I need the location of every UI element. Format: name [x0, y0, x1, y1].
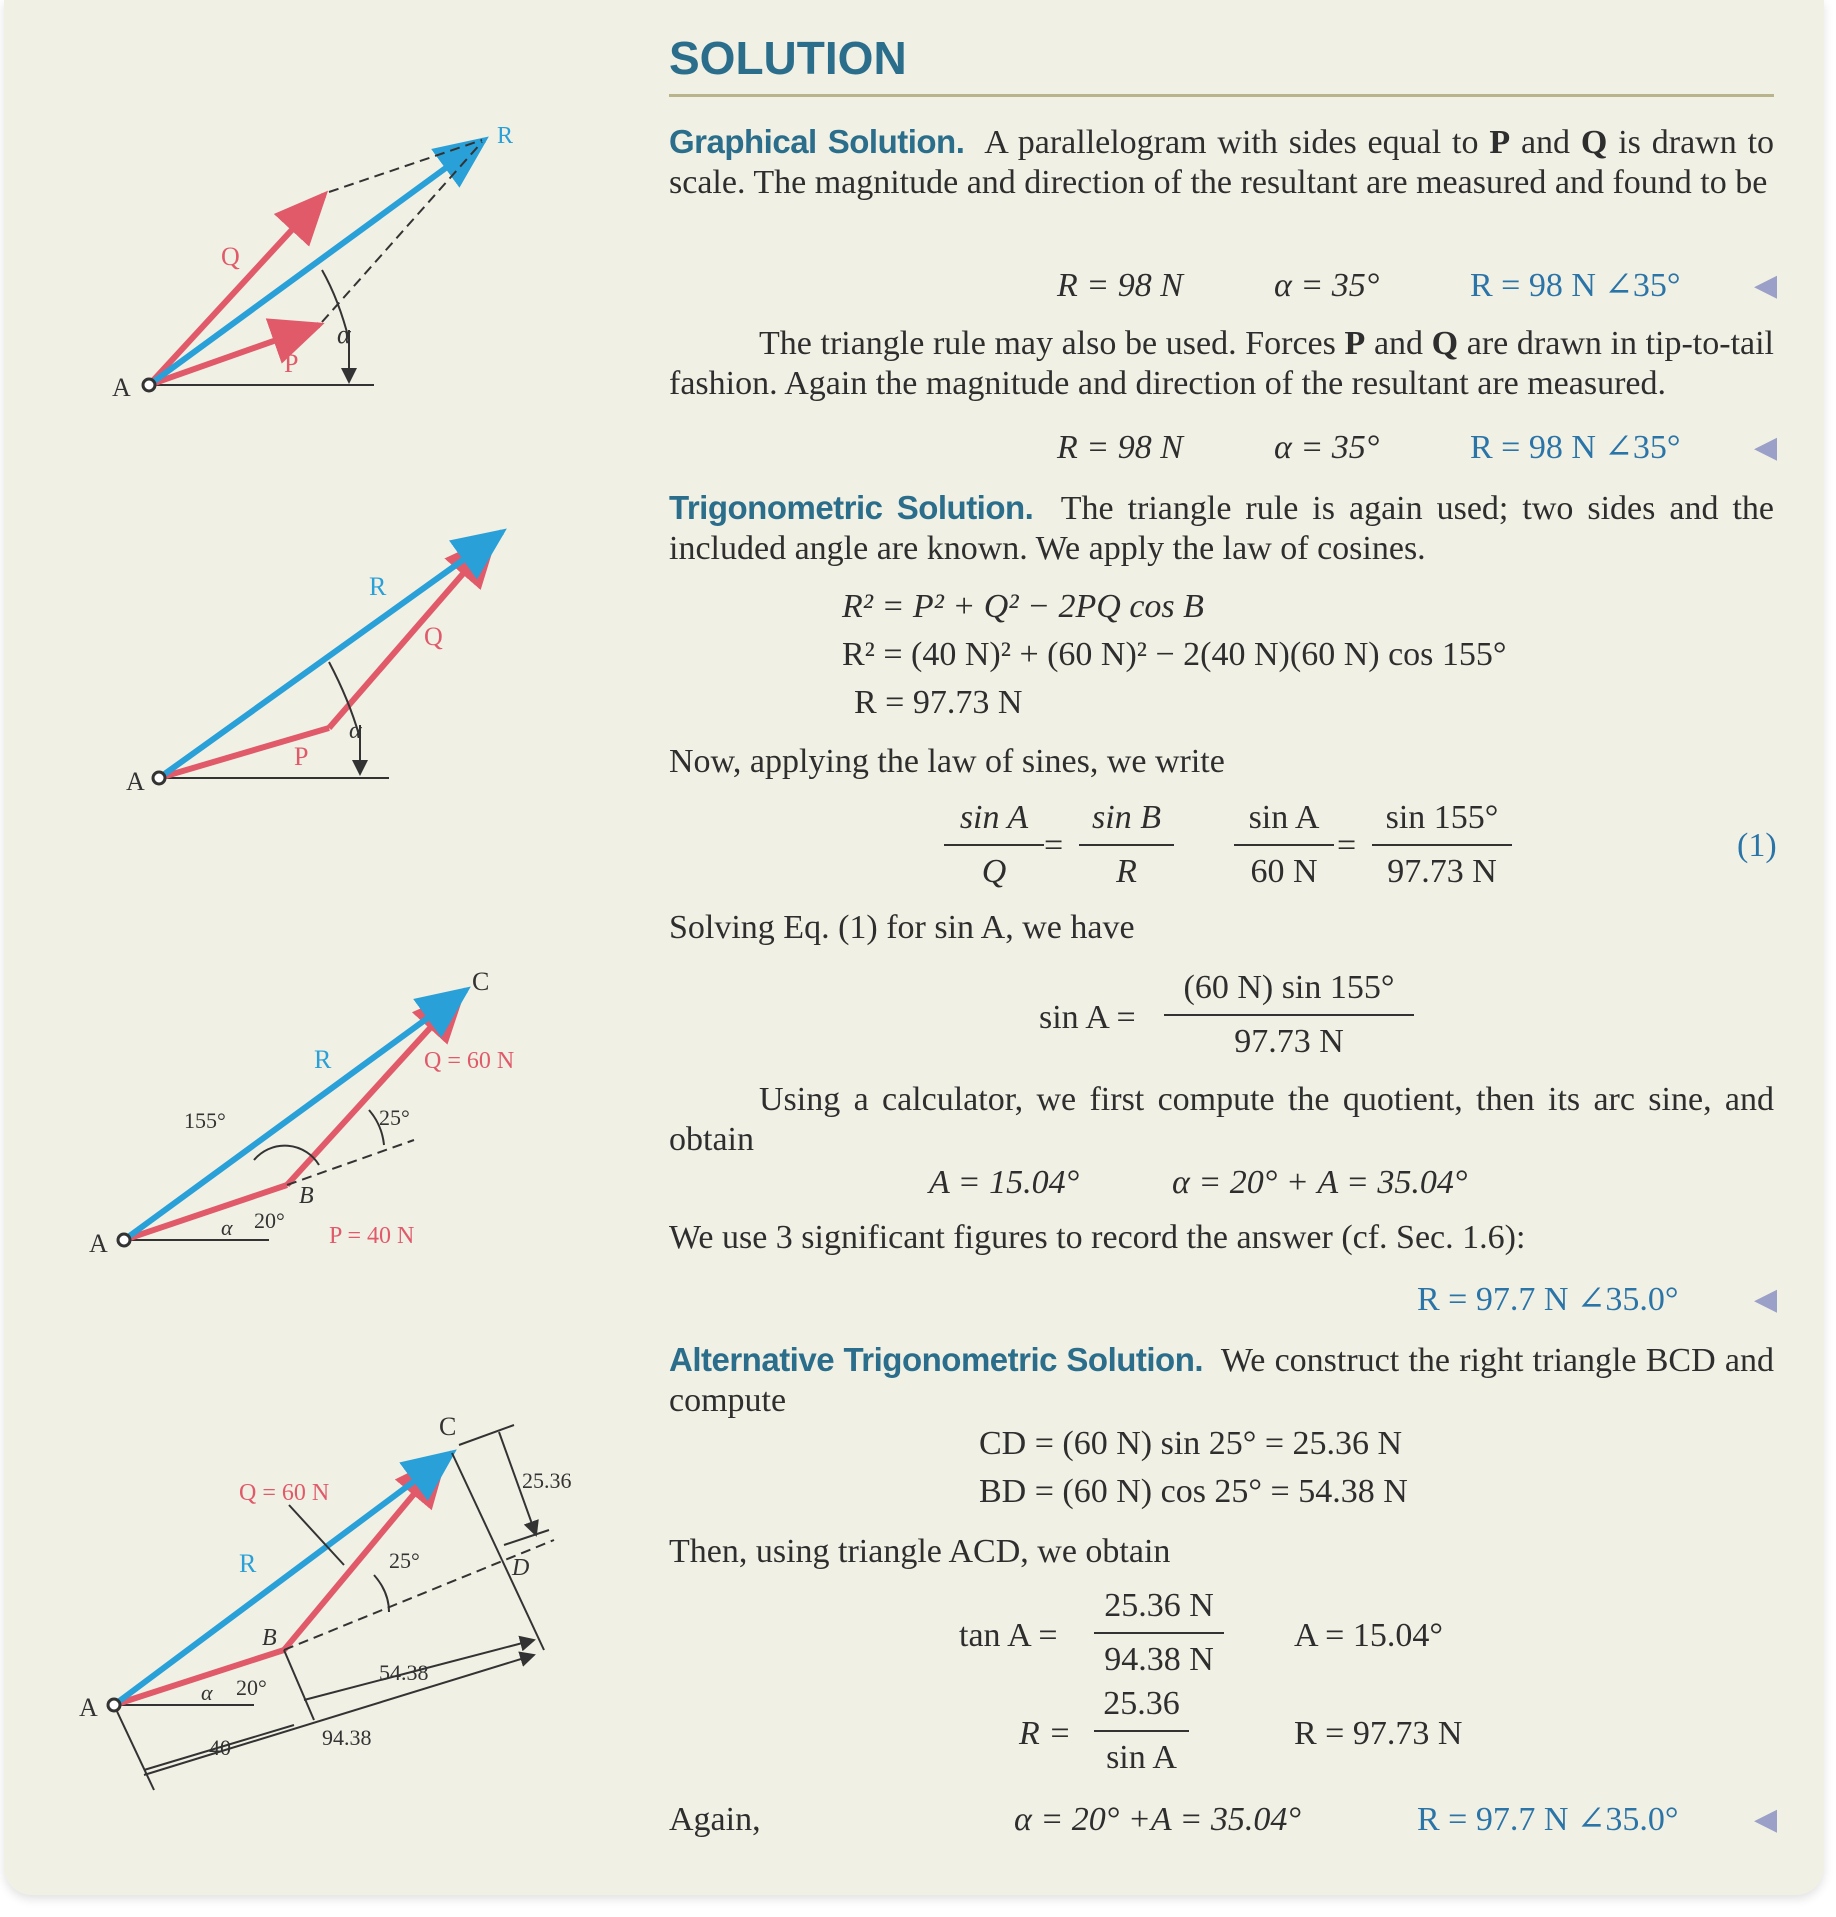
dim-2536: 25.36: [522, 1468, 572, 1493]
label-b4: B: [262, 1625, 277, 1651]
trig-paragraph: [669, 488, 1774, 569]
graphical-result-r: R = 98 N: [1057, 267, 1183, 304]
label-r3: R: [314, 1045, 332, 1074]
and-1: and: [1520, 124, 1571, 161]
alt-paragraph: [669, 1340, 1774, 1421]
tanA-label: tan A =: [959, 1617, 1058, 1654]
frac-sinA-60: $\frac{\text{sin A}}{60 N}$: [1234, 798, 1334, 892]
graphical-result2-alpha: α = 35°: [1274, 429, 1380, 466]
triangle-rule-paragraph: [669, 324, 1774, 404]
label-25-3: 25°: [379, 1105, 410, 1130]
cd-eq: CD = (60 N) sin 25° = 25.36 N: [979, 1425, 1403, 1462]
frac-sinA-Q: $\frac{\text{sin A}}{Q}$: [944, 798, 1044, 892]
alt-heading: Alternative Trigonometric Solution.: [669, 1341, 1204, 1378]
label-a2: A: [126, 767, 145, 796]
sines-intro: Now, applying the law of sines, we write: [669, 743, 1225, 780]
A-result: A = 15.04°: [929, 1164, 1080, 1201]
label-a4: A: [79, 1693, 98, 1722]
label-q2: Q: [424, 622, 443, 651]
alt-text: We construct the right triangle BCD and compute: [669, 1342, 1774, 1419]
solve-intro: Solving Eq. (1) for sin A, we have: [669, 909, 1135, 946]
triangle-text-a: The triangle rule may also be used. Forces: [759, 325, 1336, 362]
label-p40-3: P = 40 N: [329, 1223, 415, 1249]
answer-marker-icon: ◀: [1754, 1803, 1778, 1836]
figure-parallelogram: [112, 123, 513, 402]
vector-r3: [124, 990, 466, 1240]
label-q60-3: Q = 60 N: [424, 1048, 515, 1074]
graphical-result-vector: R = 98 N ∠35°: [1470, 267, 1681, 304]
solution-page: [4, 0, 1824, 1895]
and-2: and: [1373, 325, 1424, 362]
label-q60-4: Q = 60 N: [239, 1480, 330, 1506]
solution-title: SOLUTION: [669, 32, 907, 84]
figure-law-of-sines: [89, 967, 514, 1258]
label-c4: C: [439, 1412, 457, 1441]
label-c3: C: [472, 967, 490, 996]
law-of-cosines-sub: R² = (40 N)² + (60 N)² − 2(40 N)(60 N) cos 155°: [842, 636, 1507, 673]
label-p2: P: [294, 742, 309, 771]
figure-right-triangle: [79, 1412, 572, 1790]
r-result: R = 97.73 N: [854, 684, 1023, 721]
frac-sinB-R: $\frac{\text{sin B}}{R}$: [1079, 798, 1174, 892]
label-r4: R: [239, 1549, 257, 1578]
bd-eq: BD = (60 N) cos 25° = 54.38 N: [979, 1473, 1408, 1510]
graphical-text-1: A parallelogram with sides equal to: [984, 124, 1479, 161]
graphical-text-2: is drawn to scale. The magnitude and direction of the resultant are measured and found to be: [669, 124, 1775, 201]
bold-q-2: Q: [1431, 325, 1459, 362]
frac-sin155: $\frac{\sin 155^\circ}{97.73 N}$: [1372, 798, 1512, 892]
trig-final-vector: R = 97.7 N ∠35.0°: [1417, 1281, 1679, 1318]
equals-1: =: [1044, 827, 1064, 864]
R-label: R =: [1019, 1715, 1072, 1752]
label-20-3: 20°: [254, 1208, 285, 1233]
sinA-label: sin A =: [1039, 999, 1136, 1036]
frac-tanA: $\frac{25.36 N}{94.38 N}$: [1094, 1586, 1224, 1680]
vector-r: [149, 140, 484, 385]
answer-marker-icon: ◀: [1754, 269, 1778, 302]
label-q: Q: [221, 242, 240, 271]
sig-figs-text: We use 3 significant figures to record the answer (cf. Sec. 1.6):: [669, 1219, 1526, 1256]
label-20-4: 20°: [236, 1675, 267, 1700]
label-a: A: [112, 373, 131, 402]
label-r2: R: [369, 572, 387, 601]
graphical-result2-r: R = 98 N: [1057, 429, 1183, 466]
figure-triangle: [126, 532, 502, 796]
alt-alpha-final: α = 20° +A = 35.04°: [1014, 1801, 1302, 1838]
trig-heading: Trigonometric Solution.: [669, 489, 1034, 526]
dim-40: 40: [209, 1735, 231, 1760]
calc-paragraph: Using a calculator, we first compute the quotient, then its arc sine, and obtain: [669, 1081, 1774, 1158]
bold-q: Q: [1580, 124, 1608, 161]
title-rule: [669, 94, 1774, 97]
trig-text: The triangle rule is again used; two sides and the included angle are known. We apply the law of cosines.: [669, 490, 1774, 567]
graphical-heading: Graphical Solution.: [669, 123, 965, 160]
answer-marker-icon: ◀: [1754, 431, 1778, 464]
law-of-cosines-eq: R² = P² + Q² − 2PQ cos B: [842, 588, 1204, 625]
label-a3: A: [89, 1229, 108, 1258]
frac-sinA-result: $\frac{(60 N) \sin 155^\circ}{97.73 N}$: [1164, 968, 1414, 1062]
bold-p: P: [1489, 124, 1511, 161]
graphical-result2-vector: R = 98 N ∠35°: [1470, 429, 1681, 466]
label-p: P: [284, 349, 299, 378]
then-text: Then, using triangle ACD, we obtain: [669, 1533, 1171, 1570]
triangle-text-b: are drawn in tip-to-tail fashion. Again the magnitude and direction of the resultant are measured.: [669, 325, 1775, 402]
equals-2: =: [1337, 827, 1357, 864]
dim-9438: 94.38: [322, 1725, 372, 1750]
again-text: Again,: [669, 1801, 761, 1838]
alpha-result: α = 20° + A = 35.04°: [1172, 1164, 1468, 1201]
dim-5438: 54.38: [379, 1660, 429, 1685]
label-alpha3: α: [221, 1215, 233, 1240]
label-alpha4: α: [201, 1680, 213, 1705]
graphical-result-alpha: α = 35°: [1274, 267, 1380, 304]
bold-p-2: P: [1344, 325, 1366, 362]
label-d4: D: [512, 1555, 530, 1581]
label-alpha: α: [337, 320, 351, 349]
label-155: 155°: [184, 1108, 226, 1133]
label-25-4: 25°: [389, 1548, 420, 1573]
alt-A-value: A = 15.04°: [1294, 1617, 1443, 1654]
vector-q2: [329, 538, 494, 728]
graphical-paragraph: [669, 122, 1774, 203]
label-r: R: [497, 123, 514, 149]
label-b3: B: [299, 1183, 314, 1209]
label-alpha2: α: [349, 718, 362, 744]
frac-R: $\frac{25.36}{\text{sin A}}$: [1094, 1684, 1189, 1778]
answer-marker-icon: ◀: [1754, 1283, 1778, 1316]
alt-final-vector: R = 97.7 N ∠35.0°: [1417, 1801, 1679, 1838]
alt-R-value: R = 97.73 N: [1294, 1715, 1463, 1752]
vector-r2: [159, 532, 502, 778]
figures-column: [4, 0, 644, 1895]
equation-number: (1): [1737, 827, 1777, 864]
